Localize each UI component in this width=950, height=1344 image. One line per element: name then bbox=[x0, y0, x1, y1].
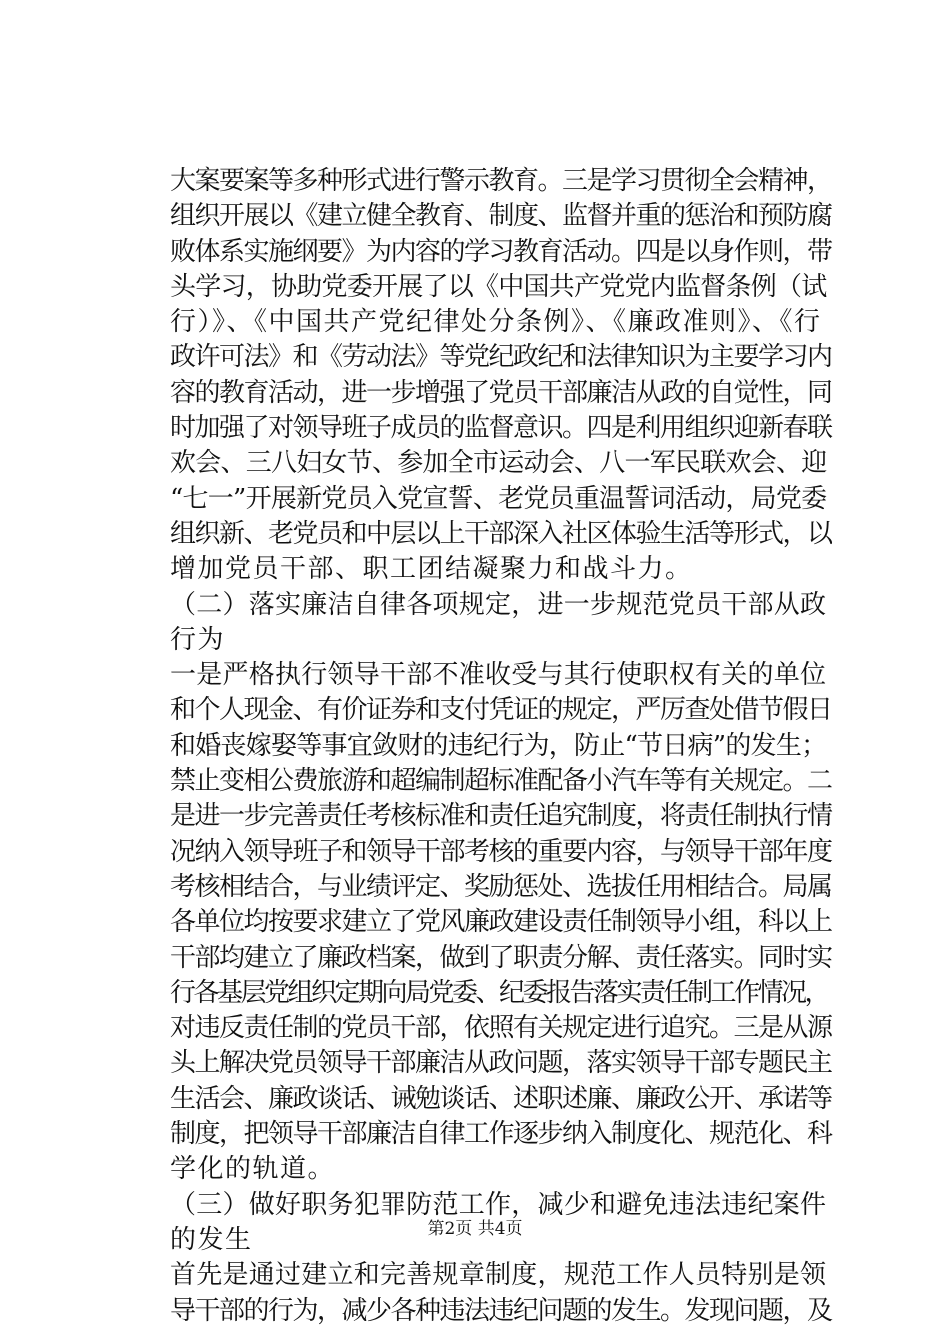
text-line: 容的教育活动，进一步增强了党员干部廉洁从政的自觉性，同 bbox=[170, 377, 832, 408]
text-line: 考核相结合，与业绩评定、奖励惩处、选拔任用相结合。局属 bbox=[170, 871, 832, 902]
text-line: （二）落实廉洁自律各项规定，进一步规范党员干部从政 bbox=[170, 589, 827, 620]
text-line: 禁止变相公费旅游和超编制超标准配备小汽车等有关规定。二 bbox=[170, 766, 832, 797]
text-line: 对违反责任制的党员干部，依照有关规定进行追究。三是从源 bbox=[170, 1013, 832, 1044]
text-line: 的发生 bbox=[170, 1224, 253, 1255]
text-line: 败体系实施纲要》为内容的学习教育活动。四是以身作则，带 bbox=[170, 236, 832, 267]
text-line: 组织新、老党员和中层以上干部深入社区体验生活等形式，以 bbox=[170, 518, 832, 549]
text-line: 和婚丧嫁娶等事宜敛财的违纪行为，防止“节日病”的发生； bbox=[170, 730, 827, 761]
text-line: 导干部的行为，减少各种违法违纪问题的发生。发现问题，及 bbox=[170, 1295, 832, 1326]
text-line: 增加党员干部、职工团结凝聚力和战斗力。 bbox=[170, 554, 693, 585]
text-line: 况纳入领导班子和领导干部考核的重要内容，与领导干部年度 bbox=[170, 836, 832, 867]
text-line: 组织开展以《建立健全教育、制度、监督并重的惩治和预防腐 bbox=[170, 201, 832, 232]
text-line: 首先是通过建立和完善规章制度，规范工作人员特别是领 bbox=[170, 1260, 827, 1291]
text-line: 学化的轨道。 bbox=[170, 1154, 336, 1185]
text-line: 时加强了对领导班子成员的监督意识。四是利用组织迎新春联 bbox=[170, 413, 832, 444]
text-line: 和个人现金、有价证券和支付凭证的规定，严厉查处借节假日 bbox=[170, 695, 832, 726]
text-line: 头上解决党员领导干部廉洁从政问题，落实领导干部专题民主 bbox=[170, 1048, 832, 1079]
text-line: 头学习，协助党委开展了以《中国共产党党内监督条例（试 bbox=[170, 271, 827, 302]
text-line: 是进一步完善责任考核标准和责任追究制度，将责任制执行情 bbox=[170, 801, 832, 832]
text-line: 大案要案等多种形式进行警示教育。三是学习贯彻全会精神， bbox=[170, 166, 832, 196]
page-footer: 第2页 共4页 bbox=[427, 1219, 523, 1239]
text-line: 欢会、三八妇女节、参加全市运动会、八一军民联欢会、迎 bbox=[170, 448, 827, 479]
text-line: 政许可法》和《劳动法》等党纪政纪和法律知识为主要学习内 bbox=[170, 342, 832, 373]
text-line: 生活会、廉政谈话、诫勉谈话、述职述廉、廉政公开、承诺等 bbox=[170, 1083, 832, 1114]
text-line: 一是严格执行领导干部不准收受与其行使职权有关的单位 bbox=[170, 660, 827, 691]
text-line: 行各基层党组织定期向局党委、纪委报告落实责任制工作情况， bbox=[170, 977, 829, 1008]
text-line: “七一”开展新党员入党宣誓、老党员重温誓词活动，局党委 bbox=[170, 483, 827, 514]
text-line: 各单位均按要求建立了党风廉政建设责任制领导小组，科以上 bbox=[170, 907, 832, 938]
text-line: （三）做好职务犯罪防范工作，减少和避免违法违纪案件 bbox=[170, 1189, 827, 1220]
text-line: 制度，把领导干部廉洁自律工作逐步纳入制度化、规范化、科 bbox=[170, 1119, 832, 1150]
text-line: 干部均建立了廉政档案，做到了职责分解、责任落实。同时实 bbox=[170, 942, 832, 973]
text-line: 行）》、《中国共产党纪律处分条例》、《廉政准则》、《行 bbox=[170, 307, 822, 338]
document-body bbox=[170, 164, 832, 1329]
text-line: 行为 bbox=[170, 624, 226, 655]
